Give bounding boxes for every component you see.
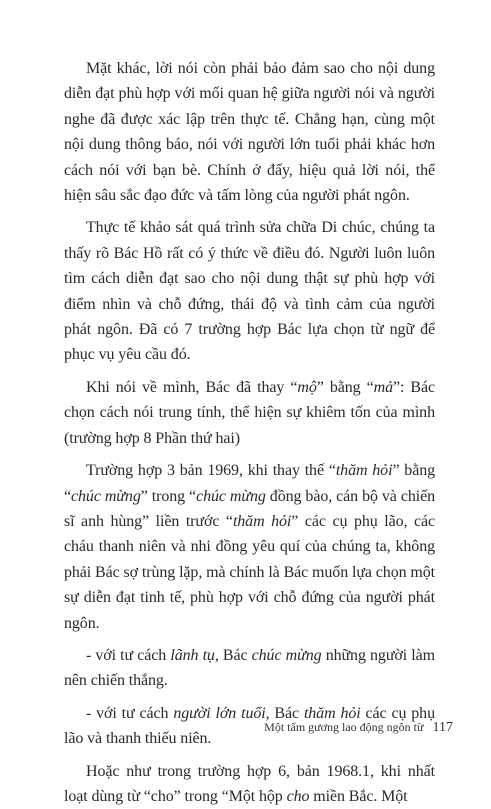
text-run: ” bằng “ [64, 462, 435, 505]
italic-text: chúc mừng [251, 646, 322, 664]
text-run: - với tư cách [86, 646, 171, 664]
italic-text: cho [286, 787, 310, 805]
italic-text: thăm hỏi [303, 704, 361, 722]
text-run: Bác [269, 704, 304, 722]
text-run: Thực tế khảo sát quá trình sửa chữa Di chúc, chúng ta thấy rõ Bác Hồ rất có ý thức về điều đó. Người luôn luôn tìm cách diễn đạt sao cho nội dung thật sự phù hợp với điểm nhìn và chỗ đứng, thái độ và tình cảm của người phát ngôn. Đã có 7 trường hợp Bác lựa chọn từ ngữ để phục vụ yêu cầu đó. [64, 219, 435, 364]
text-run: miền Bắc. Một [309, 787, 408, 805]
italic-text: người lớn tuổi, [173, 704, 270, 722]
running-title: Một tấm gương lao động ngôn từ [264, 720, 424, 734]
paragraph [64, 56, 435, 208]
text-run: ” các cụ phụ lão, các cháu thanh niên và nhi đồng yêu quí của chúng ta, không phải Bác sợ trùng lặp, mà chính là Bác muốn lựa chọn một sự diễn đạt tinh tế, phù hợp với chỗ đứng của người phát ngôn. [64, 512, 436, 632]
italic-text: chúc mừng [71, 487, 141, 505]
page-footer [0, 720, 453, 736]
italic-text: chúc mừng [196, 487, 266, 505]
text-run: đồng bào, cán bộ và chiến sĩ anh hùng” liền trước “ [64, 487, 435, 530]
paragraph [64, 643, 435, 694]
text-run: ” trong “ [140, 487, 197, 505]
italic-text: lãnh tụ, [170, 646, 219, 664]
text-run: - với tư cách [86, 704, 174, 722]
paragraph [64, 458, 435, 636]
text-run: Bác [218, 646, 252, 664]
text-run: Hoặc như trong trường hợp 6, bản 1968.1, khi nhất loạt dùng từ “cho” trong “Một hộp [64, 762, 435, 805]
text-run: ”: Bác chọn cách nói trung tính, thể hiện sự khiêm tốn của mình (trường hợp 8 Phần thứ hai) [64, 378, 435, 447]
text-run: ” bằng “ [316, 378, 374, 396]
page-number: 117 [432, 720, 453, 735]
paragraph [64, 759, 435, 809]
italic-text: mả [373, 378, 393, 396]
text-run: các cụ phụ lão và thanh thiếu niên. [64, 704, 435, 748]
text-run: những người làm nên chiến thắng. [64, 646, 435, 690]
text-run: Khi nói về mình, Bác đã thay “ [86, 378, 298, 396]
text-run: Mặt khác, lời nói còn phải bảo đảm sao cho nội dung diễn đạt phù hợp với mối quan hệ giữa người nói và người nghe đã được xác lập trên thực tế. Chẳng hạn, cùng một nội dung thông báo, nói với người lớn tuổi phải khác hơn cách nói với bạn bè. Chính ở đấy, hiệu quả lời nói, thể hiện sâu sắc đạo đức và tấm lòng của người phát ngôn. [64, 60, 435, 205]
paragraph [64, 375, 435, 451]
italic-text: mộ [297, 378, 317, 396]
italic-text: thăm hỏi [335, 462, 393, 480]
italic-text: thăm hỏi [232, 512, 292, 530]
paragraph [64, 215, 435, 367]
text-run: Trường hợp 3 bản 1969, khi thay thế “ [86, 462, 336, 480]
body-text [64, 56, 435, 809]
